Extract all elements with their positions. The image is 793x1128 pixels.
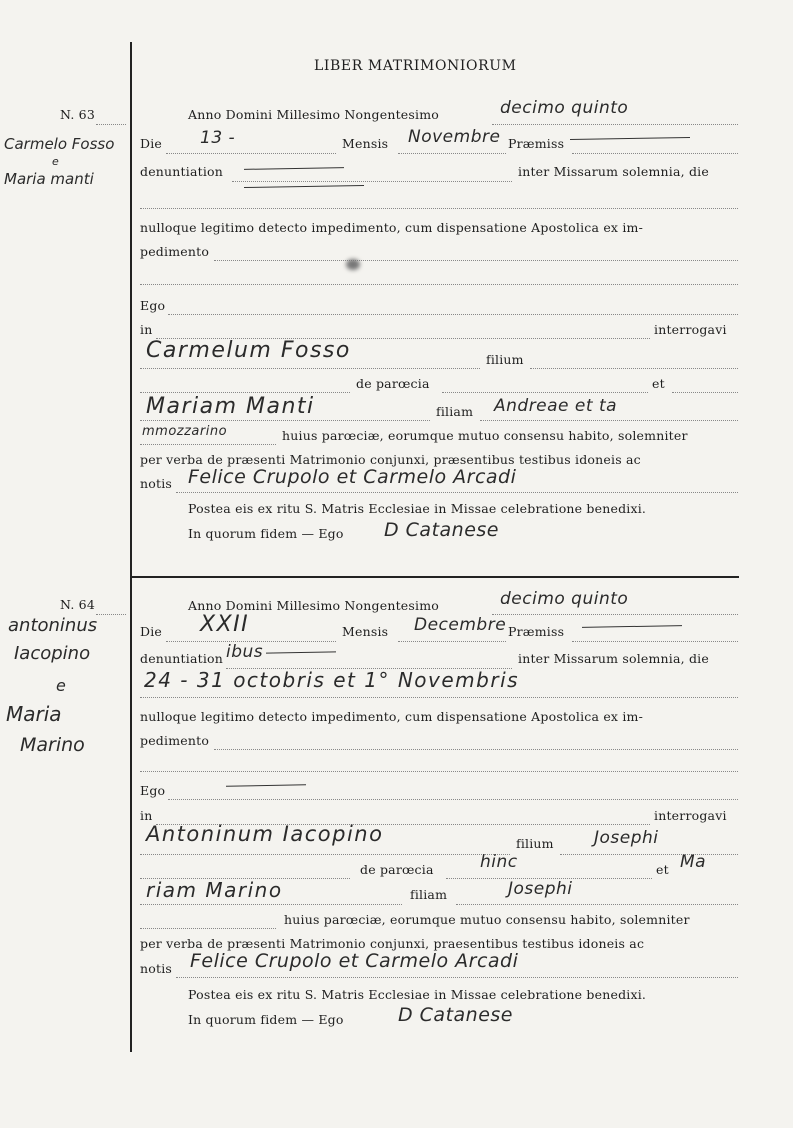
notis-label: notis xyxy=(140,476,173,491)
priest-signature: D Catanese xyxy=(398,1004,513,1026)
pen-stroke xyxy=(582,625,682,628)
filiam-label: filiam xyxy=(410,887,448,902)
month-handwriting: Decembre xyxy=(414,615,507,635)
groom-father-handwriting: Josephi xyxy=(594,828,659,848)
filium-label: filium xyxy=(516,836,554,851)
pedimento-label: pedimento xyxy=(140,733,210,748)
praemiss-label: Præmiss xyxy=(508,136,565,151)
de-parocia-label: de parœcia xyxy=(360,862,434,877)
denuntiation-label: denuntiation xyxy=(140,651,224,666)
pedimento-label: pedimento xyxy=(140,244,210,259)
denuntiation-label: denuntiation xyxy=(140,164,224,179)
die-label: Die xyxy=(140,624,163,639)
page-title: LIBER MATRIMONIORUM xyxy=(314,58,517,74)
dotted-line xyxy=(398,153,506,154)
dates-handwriting: 24 - 31 octobris et 1° Novembris xyxy=(144,668,520,692)
interrogavi-label: interrogavi xyxy=(654,322,727,337)
dotted-line xyxy=(140,284,738,285)
pen-stroke xyxy=(244,185,364,188)
groom-name-handwriting: Antoninum Iacopino xyxy=(146,822,384,846)
dotted-line xyxy=(140,208,738,209)
priest-signature: D Catanese xyxy=(384,519,499,541)
inter-missarum-label: inter Missarum solemnia, die xyxy=(518,651,709,666)
month-handwriting: Novembre xyxy=(408,127,501,147)
dotted-line xyxy=(168,314,738,315)
groom-name-handwriting: Carmelum Fosso xyxy=(146,338,351,363)
dotted-line xyxy=(572,153,738,154)
dotted-line xyxy=(442,392,648,393)
margin-groom-name: Carmelo Fosso xyxy=(4,135,115,153)
pen-stroke xyxy=(266,651,336,653)
dotted-line xyxy=(672,392,738,393)
entry-separator xyxy=(132,576,739,578)
praemiss-label: Præmiss xyxy=(508,624,565,639)
huius-text: huius parœciæ, eorumque mutuo consensu habito, solemniter xyxy=(284,912,690,927)
et-label: et xyxy=(652,376,665,391)
margin-groom-surname: Iacopino xyxy=(14,643,91,664)
dotted-line xyxy=(140,368,480,369)
margin-bride-name: Maria xyxy=(6,702,62,726)
margin-bride-surname: Marino xyxy=(20,734,85,756)
anno-label: Anno Domini Millesimo Nongentesimo xyxy=(188,598,439,613)
dotted-line xyxy=(492,614,738,615)
dotted-line xyxy=(398,641,506,642)
day-handwriting: XXII xyxy=(200,612,250,637)
et-label: et xyxy=(656,862,669,877)
postea-text: Postea eis ex ritu S. Matris Ecclesiae in Missae celebratione benedixi. xyxy=(188,501,647,516)
margin-bride-name: Maria manti xyxy=(4,170,94,188)
filium-label: filium xyxy=(486,352,524,367)
dotted-line xyxy=(232,181,512,182)
per-verba-text: per verba de præsenti Matrimonio conjunxi, præsentibus testibus idoneis ac xyxy=(140,452,641,467)
ink-smudge xyxy=(346,259,360,270)
dotted-line xyxy=(176,977,738,978)
year-handwriting: decimo quinto xyxy=(500,589,629,609)
in-label: in xyxy=(140,322,153,337)
bride-parent-handwriting: Josephi xyxy=(508,879,573,899)
mensis-label: Mensis xyxy=(342,136,389,151)
witnesses-handwriting: Felice Crupolo et Carmelo Arcadi xyxy=(190,950,519,972)
interrogavi-label: interrogavi xyxy=(654,808,727,823)
dotted-line xyxy=(140,444,276,445)
margin-conjunction: e xyxy=(52,155,59,168)
dotted-line xyxy=(140,854,510,855)
in-label: in xyxy=(140,808,153,823)
denuntiation-handwriting: ibus xyxy=(226,642,264,662)
in-quorum-label: In quorum fidem — Ego xyxy=(188,1012,344,1027)
margin-groom-name: antoninus xyxy=(8,615,98,636)
pen-stroke xyxy=(244,167,344,170)
ego-label: Ego xyxy=(140,783,166,798)
notis-label: notis xyxy=(140,961,173,976)
in-quorum-label: In quorum fidem — Ego xyxy=(188,526,344,541)
pen-stroke xyxy=(226,784,306,786)
dotted-line xyxy=(480,420,738,421)
bride-parent-handwriting-cont: mmozzarino xyxy=(142,424,228,439)
dotted-line xyxy=(140,771,738,772)
dotted-line xyxy=(560,854,738,855)
dotted-line xyxy=(140,697,738,698)
witnesses-handwriting: Felice Crupolo et Carmelo Arcadi xyxy=(188,466,517,488)
margin-conjunction: e xyxy=(56,676,66,695)
mensis-label: Mensis xyxy=(342,624,389,639)
huius-text: huius parœciæ, eorumque mutuo consensu habito, solemniter xyxy=(282,428,688,443)
parocia-handwriting: hinc xyxy=(480,852,518,872)
dotted-line xyxy=(140,904,402,905)
pen-stroke xyxy=(570,137,690,140)
inter-missarum-label: inter Missarum solemnia, die xyxy=(518,164,709,179)
dotted-line xyxy=(140,420,430,421)
dotted-line xyxy=(214,260,738,261)
bride-name-handwriting: riam Marino xyxy=(146,878,283,902)
dotted-line xyxy=(176,492,738,493)
year-handwriting: decimo quinto xyxy=(500,98,629,118)
dotted-line xyxy=(214,749,738,750)
dotted-line xyxy=(166,153,336,154)
entry-number: N. 63 xyxy=(60,107,95,122)
filiam-label: filiam xyxy=(436,404,474,419)
die-label: Die xyxy=(140,136,163,151)
margin-rule xyxy=(130,42,132,1052)
anno-label: Anno Domini Millesimo Nongentesimo xyxy=(188,107,439,122)
entry-number: N. 64 xyxy=(60,597,95,612)
mother-handwriting: Ma xyxy=(680,852,707,872)
dotted-line xyxy=(492,124,738,125)
dotted-line xyxy=(572,641,738,642)
dotted-line xyxy=(140,928,276,929)
dotted-line xyxy=(96,614,126,615)
de-parocia-label: de parœcia xyxy=(356,376,430,391)
day-handwriting: 13 - xyxy=(200,128,236,148)
nulloque-text: nulloque legitimo detecto impedimento, cum dispensatione Apostolica ex im- xyxy=(140,220,644,235)
ego-label: Ego xyxy=(140,298,166,313)
dotted-line xyxy=(530,368,738,369)
dotted-line xyxy=(96,124,126,125)
dotted-line xyxy=(168,799,738,800)
nulloque-text: nulloque legitimo detecto impedimento, cum dispensatione Apostolica ex im- xyxy=(140,709,644,724)
bride-name-handwriting: Mariam Manti xyxy=(146,394,315,419)
postea-text: Postea eis ex ritu S. Matris Ecclesiae in Missae celebratione benedixi. xyxy=(188,987,647,1002)
dotted-line xyxy=(140,392,350,393)
per-verba-text: per verba de præsenti Matrimonio conjunxi, praesentibus testibus idoneis ac xyxy=(140,936,645,951)
bride-parent-handwriting: Andreae et ta xyxy=(494,396,618,416)
dotted-line xyxy=(456,904,738,905)
